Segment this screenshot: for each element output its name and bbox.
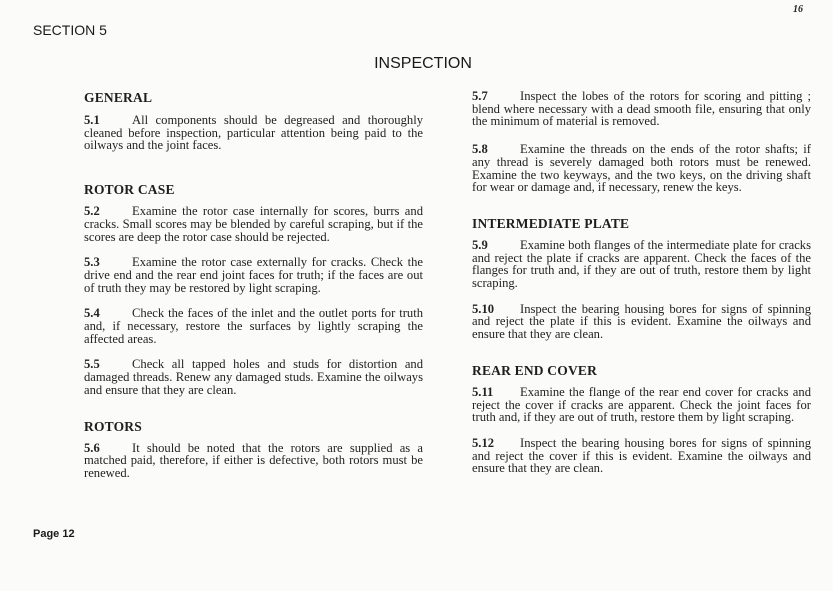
paragraph-text: Inspect the bearing housing bores for signs of spinning and reject the plate if this is evident. Examine the oilways and ensure that they are clean. [472,301,811,342]
page-title: INSPECTION [374,55,472,72]
paragraph-text: Check the faces of the inlet and the outlet ports for truth and, if necessary, restore the surfaces by lightly scraping the affected areas. [84,306,423,346]
paragraph-number: 5.3 [84,255,100,270]
paragraph-number: 5.9 [472,237,488,252]
paragraph-text: All components should be degreased and thoroughly cleaned before inspection, particular attention being paid to the oilways and the joint faces. [84,113,423,153]
page-footer-label: Page 12 [33,528,75,540]
paragraph-5-8 [472,143,811,194]
paragraph-number: 5.4 [84,306,100,321]
paragraph-text: Examine the rotor case internally for scores, burrs and cracks. Small scores may be blended by careful scraping, but if the scores are deep the rotor case should be rejected. [84,204,423,244]
paragraph-5-1 [84,114,423,152]
section-label: SECTION 5 [33,22,107,38]
heading-rotor-case: ROTOR CASE [84,182,175,198]
paragraph-number: 5.1 [84,113,100,127]
paragraph-text: Inspect the lobes of the rotors for scoring and pitting ; blend where necessary with a dead smooth file, ensuring that only the minimum of material is removed. [472,89,811,129]
paragraph-5-3 [84,256,423,294]
handwritten-page-mark: 16 [793,4,803,15]
paragraph-5-6 [84,442,423,480]
paragraph-text: It should be noted that the rotors are supplied as a matched paid, therefore, if either is defective, both rotors must be renewed. [84,440,423,480]
heading-intermediate-plate: INTERMEDIATE PLATE [472,215,630,231]
paragraph-5-12 [472,437,811,475]
paragraph-number: 5.2 [84,204,100,219]
paragraph-number: 5.7 [472,89,488,103]
paragraph-5-4 [84,307,423,345]
paragraph-text: Check all tapped holes and studs for distortion and damaged threads. Renew any damaged studs. Examine the oilways and ensure that they are clean. [84,357,423,397]
paragraph-number: 5.5 [84,357,100,372]
paragraph-5-11 [472,386,811,424]
heading-rear-end-cover: REAR END COVER [472,362,598,378]
left-column [84,90,423,480]
paragraph-text: Inspect the bearing housing bores for signs of spinning and reject the cover if this is evident. Examine the oilways and ensure that they are clean. [472,435,811,476]
paragraph-text: Examine the flange of the rear end cover for cracks and reject the cover if cracks are apparent. Check the joint faces for truth and, if they are out of truth, restore them by light scraping. [472,384,811,425]
right-column [472,90,811,475]
paragraph-text: Examine both flanges of the intermediate plate for cracks and reject the plate if cracks are apparent. Check the faces of the flanges for truth and, if they are out of truth, restore them by light scraping. [472,237,811,291]
paragraph-number: 5.8 [472,142,488,157]
paragraph-5-5 [84,358,423,396]
paragraph-5-10 [472,303,811,341]
paragraph-5-9 [472,239,811,290]
paragraph-number: 5.10 [472,301,495,316]
paragraph-5-7 [472,90,811,128]
paragraph-text: Examine the rotor case externally for cracks. Check the drive end and the rear end joint faces for truth; if the faces are out of truth they may be restored by light scraping. [84,255,423,295]
paragraph-text: Examine the threads on the ends of the rotor shafts; if any thread is severely damaged both rotors must be renewed. Examine the two keyways, and the two keys, on the driving shaft for wear or damage and, if necessary, renew the keys. [472,142,811,195]
paragraph-number: 5.6 [84,440,100,455]
paragraph-number: 5.11 [472,384,494,399]
paragraph-5-2 [84,205,423,243]
heading-general: GENERAL [84,90,153,105]
paragraph-number: 5.12 [472,435,495,450]
heading-rotors: ROTORS [84,418,142,434]
